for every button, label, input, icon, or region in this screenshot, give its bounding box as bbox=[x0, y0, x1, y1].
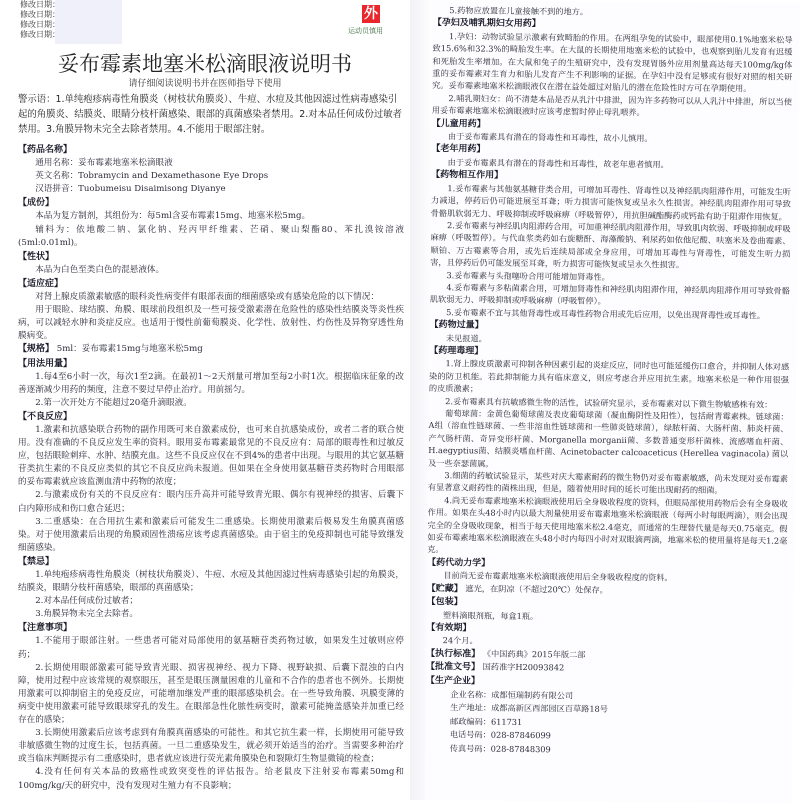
section-pregnancy bbox=[432, 17, 793, 120]
right-column bbox=[425, 0, 800, 804]
section-heading: 【禁忌】 bbox=[18, 556, 55, 567]
english-name: 英文名称：Tobramycin and Dexamethasone Eye Drops bbox=[35, 171, 269, 182]
section-heading: 【药物相互作用】 bbox=[431, 170, 504, 182]
company-fax: 传真号码：028-87848309 bbox=[449, 742, 551, 754]
paragraph: 1.不能用于眼部注射。一些患者可能对局部使用的氨基糖苷类药物过敏，如果发生过敏则应停药； bbox=[18, 636, 404, 660]
section-overdose bbox=[429, 319, 789, 348]
paragraph: 1.妥布霉素与其他氨基糖苷类合用，可增加耳毒性、肾毒性以及神经肌肉阻滞作用，可能发生听力减退，停药后仍可能进展至耳聋；听力损害可能恢复或呈永久性损害。神经肌肉阻滞作用可导致骨骼肌软弱无力、呼吸抑制或呼吸麻痹（呼吸暂停），用抗胆碱酯酶药或钙盐有助于阻滞作用恢复。 bbox=[430, 182, 792, 222]
paragraph: 本品为白色至类白色的混悬液体。 bbox=[35, 264, 165, 275]
external-use-badge: 外 bbox=[364, 6, 378, 22]
paragraph: 5.妥布霉素不宜与其他肾毒性或耳毒性药物合用或先后应用，以免出现肾毒性或耳毒性。 bbox=[446, 306, 766, 321]
paragraph: 1.肾上腺皮质激素可抑制各种因素引起的炎症反应，同时也可能延缓伤口愈合，并抑制人体对感染的防卫机能。若此抑制能力具有临床意义，则应考虑合并应用抗生素。地塞米松是一种作用很强的皮质激素； bbox=[428, 358, 790, 394]
section-heading: 【贮藏】 bbox=[426, 583, 463, 595]
revision-date-row: 修改日期： bbox=[20, 20, 60, 29]
section-pharmacokinetics bbox=[427, 557, 787, 586]
section-indications bbox=[18, 278, 404, 343]
paragraph: 4.妥布霉素与多粘菌素合用，可增加肾毒性和神经肌肉阻滞作用，神经肌肉阻滞作用可导致骨骼肌软弱无力、呼吸抑制或呼吸麻痹（呼吸暂停）。 bbox=[429, 282, 791, 307]
paragraph: 葡萄球菌：金黄色葡萄球菌及表皮葡萄球菌（凝血酶阴性及阳性），包括耐青霉素株。链球菌：A组（溶血性链球菌、一些非溶血性链球菌和一些肺炎链球菌），绿脓杆菌、大肠杆菌、肺炎杆菌、产气肠杆菌、奇异变形杆菌、Morganella morganii菌、多数普通变形杆菌株、流感嗜血杆菌、H.aegyptius菌、结膜炎嗜血杆菌、Acinetobacter calcoaceticus (Herellea vaginacola) 菌以及一些奈瑟菌属。 bbox=[428, 408, 789, 469]
paragraph: 2.第一次开处方不能超过20毫升滴眼液。 bbox=[35, 397, 192, 408]
paragraph: 3.长期使用激素后应该考虑到有角膜真菌感染的可能性。和其它抗生素一样，长期使用可能导致非敏感微生物的过度生长，包括真菌。一旦二重感染发生，就必须开始适当的治疗。当需要多种治疗或当临床判断提示有二重感染时，患者就应该进行荧光素角膜染色和裂隙灯生物显微镜的检查； bbox=[18, 728, 404, 765]
section-heading: 【包装】 bbox=[426, 597, 463, 608]
section-interactions bbox=[430, 169, 792, 322]
section-drug-name bbox=[18, 144, 404, 196]
section-shelf-life bbox=[426, 622, 786, 651]
paragraph: 3.细菌的药敏试验显示，某些对庆大霉素耐药的微生物仍对妥布霉素敏感，尚未发现对妥布霉素有显著意义耐药性的菌株出现，但是，随着使用时间的延长可能出现耐药的细菌。 bbox=[427, 470, 789, 496]
pinyin-name: 汉语拼音：Tuobumeisu Disaimisong Diyanye bbox=[35, 184, 226, 195]
paragraph: 24个月。 bbox=[442, 635, 478, 646]
section-heading: 【用法用量】 bbox=[18, 358, 73, 369]
section-heading: 【药品名称】 bbox=[18, 145, 73, 155]
section-dosage bbox=[18, 358, 404, 410]
paragraph: 1.每4至6小时一次，每次1至2滴。在最初1～2天剂量可增加至每2小时1次。根据临床征象的改善逐渐减少用药的频度，注意不要过早停止治疗。用前摇匀。 bbox=[18, 371, 404, 395]
document-subtitle: 请仔细阅读说明书并在医师指导下使用 bbox=[128, 79, 282, 89]
paragraph: 1.激素和抗感染联合药物的副作用既可来自激素成份，也可来自抗感染成份，或者二者的联合使用。没有准确的不良反应发生率的资料。眼用妥布霉素最常见的不良反应有：局部的眼毒性和过敏反应，包括眼睑刺痒、水肿、结膜充血。这些不良反应仅在不到4%的患者中出现。与眼用的其它氨基糖苷类抗生素的不良反应类似的其它不良反应尚未报道。但如果在全身使用氨基糖苷类药物时合用眼部的妥布霉素就应该监测血清中药物的浓度； bbox=[18, 424, 404, 488]
paragraph: 塑料滴眼剂瓶，每盒1瓶。 bbox=[442, 609, 539, 621]
section-heading: 【药物过量】 bbox=[429, 320, 484, 331]
paragraph: 2.与激素成份有关的不良反应有：眼内压升高并可能导致青光眼、偶尔有视神经的损害、后囊下白内障形成和伤口愈合延迟； bbox=[18, 490, 404, 514]
section-heading: 【儿童用药】 bbox=[431, 118, 486, 130]
section-composition bbox=[18, 197, 404, 249]
document-title: 妥布霉素地塞米松滴眼液说明书 bbox=[58, 52, 352, 76]
section-heading: 【成份】 bbox=[18, 198, 55, 209]
left-column-content bbox=[18, 143, 404, 793]
section-heading: 【有效期】 bbox=[426, 622, 472, 634]
section-heading: 【药代动力学】 bbox=[427, 557, 491, 569]
section-specification bbox=[18, 343, 404, 356]
revision-date-row: 修改日期： bbox=[20, 30, 60, 39]
paragraph: 2.妥布霉素与神经肌肉阻滞药合用，可加重神经肌肉阻滞作用，导致肌肉软弱、呼吸抑制或呼吸麻痹（呼吸暂停）。与代血浆类药如右旋糖酐、海藻酸钠、利尿药如依他尼酸、呋塞米及卷曲霉素、顺铂、万古霉素等合用，或先后连续局部或全身应用，可增加耳毒性与肾毒性，可能发生听力损害，且停药后仍可能发展至耳聋，听力损害可能恢复或呈永久性损害。 bbox=[430, 220, 791, 270]
warning-statement: 警示语：1.单纯疱疹病毒性角膜炎（树枝状角膜炎）、牛痘、水痘及其他因滤过性病毒感染引起的角膜炎、结膜炎、眼睛分枝杆菌感染、眼部的真菌感染者禁用。2.对本品任何成份过敏者禁用。3.角膜异物未完全去除者禁用。4.不能用于眼部注射。 bbox=[18, 94, 402, 135]
section-heading: 【不良反应】 bbox=[18, 411, 73, 422]
storage-value: 遮光，在阴凉（不超过20℃）处保存。 bbox=[465, 583, 608, 595]
section-heading: 【适应症】 bbox=[18, 278, 64, 289]
paragraph: 目前尚无妥布霉素地塞米松滴眼液使用后全身吸收程度的资料。 bbox=[443, 570, 673, 583]
paragraph: 3.妥布霉素与头孢噻吩合用可能增加肾毒性。 bbox=[446, 269, 610, 282]
section-heading: 【规格】 bbox=[18, 344, 55, 355]
section-heading: 【注意事项】 bbox=[18, 623, 73, 634]
section-heading: 【生产企业】 bbox=[425, 675, 480, 687]
paragraph: 1.单纯疱疹病毒性角膜炎（树枝状角膜炎）、牛痘、水痘及其他因滤过性病毒感染引起的角膜炎，结膜炎，眼睛分枝杆菌感染，眼部的真菌感染； bbox=[18, 570, 404, 594]
paragraph: 用于眼睑、球结膜、角膜、眼球前段组织及一些可接受激素潜在危险性的感染性结膜炎等炎性疾病，可以减轻水肿和炎症反应。也适用于慢性前葡萄膜炎、化学性、放射性、灼伤性及异物穿透性角膜病变。 bbox=[18, 305, 404, 342]
paragraph: 本品为复方制剂，其组份为：每5ml含妥布霉素15mg、地塞米松5mg。 bbox=[35, 211, 311, 222]
right-column-content bbox=[425, 4, 793, 759]
paragraph: 2.长期使用眼部激素可能导致青光眼、损害视神经、视力下降、视野缺损、后囊下混浊的白内障，使用过程中应该常规的观察眼压，甚至是眼压测量困难的儿童和不合作的患者也不例外。长期使用激素可以抑制宿主的免疫反应，可能增加继发严重的眼部感染机会。在一些导致角膜、巩膜变薄的病变中使用激素可能导致眼球穿孔的发生。在眼部急性化脓性病变时，激素可能掩盖感染并加重已经存在的感染； bbox=[18, 662, 404, 726]
paragraph: 1.孕妇：动物试验显示激素有致畸胎的作用。在两组孕兔的试验中，眼部使用0.1%地塞米松导致15.6%和32.3%的畸胎发生率。在大鼠的长期使用地塞米松的试验中，也观察到胎儿发育有迟缓和死胎发生率增加。在大鼠和兔子的生殖研究中，没有发现胃肠外应用剂量高达每天100mg/kg体重的妥布霉素对生育力和胎儿发育产生不利影响的证据。在孕妇中没有足够或有很好对照的相关研究。妥布霉素地塞米松滴眼液仅在潜在益处超过对胎儿的潜在危险性时方可在孕期使用。 bbox=[432, 30, 793, 94]
section-heading: 【批准文号】 bbox=[425, 662, 481, 673]
paragraph: 2.对本品任何成份过敏者； bbox=[35, 596, 138, 607]
generic-name: 通用名称：妥布霉素地塞米松滴眼液 bbox=[35, 158, 173, 169]
paragraph: 2.妥布霉素具有抗敏感微生物的活性，试验研究显示，妥布霉素对以下微生物敏感株有效： bbox=[445, 395, 773, 410]
paragraph: 4.尚无妥布霉素地塞米松滴眼液使用后全身吸收程度的资料，但眼局部使用药物后会有全身吸收作用。如果在头48小时内以最大剂量使用妥布霉素地塞米松滴眼液（每两小时每眼两滴），则会出现完全的全身吸收现象，相当于每天使用地塞米松2.4毫克，而通常的生理替代量是每天0.75毫克。假如妥布霉素地塞米松滴眼液在头48小时内每四小时对双眼滴两滴，地塞米松的使用量将是每天1.2毫克。 bbox=[427, 494, 788, 555]
section-precautions bbox=[18, 622, 404, 792]
section-pediatric bbox=[432, 118, 792, 147]
section-contraindications bbox=[18, 556, 404, 621]
section-heading: 【药理毒理】 bbox=[429, 345, 484, 357]
paragraph: 2.哺乳期妇女：尚不清楚本品是否从乳汁中排泄，因为许多药物可以从人乳汁中排泄，所以当使用妥布霉素地塞米松滴眼液时应该考虑暂时停止母乳喂养。 bbox=[431, 93, 793, 118]
paragraph: 由于妥布霉素具有潜在的肾毒性和耳毒性，故小儿慎用。 bbox=[447, 131, 653, 144]
paragraph: 对肾上腺皮质激素敏感的眼科炎性病变伴有眼部表面的细菌感染或有感染危险的以下情况： bbox=[35, 292, 379, 303]
section-adverse-reactions bbox=[18, 411, 404, 555]
section-manufacturer bbox=[425, 674, 786, 757]
paragraph: 3.二重感染：在合用抗生素和激素后可能发生二重感染。长期使用激素后极易发生角膜真菌感染。对于使用激素后出现的角膜顽固性溃疡应该考虑真菌感染。由于宿主的免疫抑制也可能导致继发细菌感染。 bbox=[18, 516, 404, 553]
specification-value: 5ml：妥布霉素15mg与地塞米松5mg bbox=[56, 344, 203, 355]
revision-dates bbox=[20, 0, 120, 40]
paragraph: 辅料为：依地酸二钠、氯化钠、羟丙甲纤维素、芒硝、聚山梨酯80、苯扎溴铵溶液(5ml:0.01ml)。 bbox=[18, 224, 404, 248]
revision-date-row: 修改日期： bbox=[20, 10, 60, 19]
approval-number: 国药准字H20093842 bbox=[482, 661, 565, 673]
section-heading: 【孕妇及哺乳期妇女用药】 bbox=[432, 18, 541, 30]
company-address: 生产地址：成都高新区西部园区百草路18号 bbox=[450, 702, 609, 715]
athlete-caution-label: 运动员慎用 bbox=[348, 27, 383, 35]
paragraph: 4.没有任何有关本品的致癌性或致突变性的评估报告。给老鼠皮下注射妥布霉素50mg和100mg/kg/天的研究中，没有发现对生殖力有不良影响； bbox=[18, 767, 404, 791]
section-heading: 【性状】 bbox=[18, 251, 55, 262]
paragraph: 由于妥布霉素具有潜在的肾毒性和耳毒性，故老年患者慎用。 bbox=[447, 157, 669, 170]
section-heading: 【老年用药】 bbox=[431, 144, 486, 156]
company-phone: 电话号码：028-87846099 bbox=[449, 729, 551, 741]
revision-date-row: 修改日期： bbox=[20, 0, 60, 9]
section-description bbox=[18, 251, 404, 277]
paragraph: 未见报道。 bbox=[445, 332, 487, 344]
section-geriatric bbox=[431, 143, 791, 172]
company-name: 企业名称：成都恒瑞制药有限公司 bbox=[450, 689, 574, 701]
section-pharmacology bbox=[427, 345, 789, 560]
paragraph: 3.角膜异物未完全去除者。 bbox=[35, 609, 138, 620]
section-heading: 【执行标准】 bbox=[426, 648, 481, 660]
section-package bbox=[426, 596, 786, 625]
company-postcode: 邮政编码：611731 bbox=[449, 715, 523, 727]
standard-value: 《中国药典》2015年版二部 bbox=[482, 648, 586, 660]
paragraph: 5.药物应放置在儿童接触不到的地方。 bbox=[449, 5, 589, 17]
